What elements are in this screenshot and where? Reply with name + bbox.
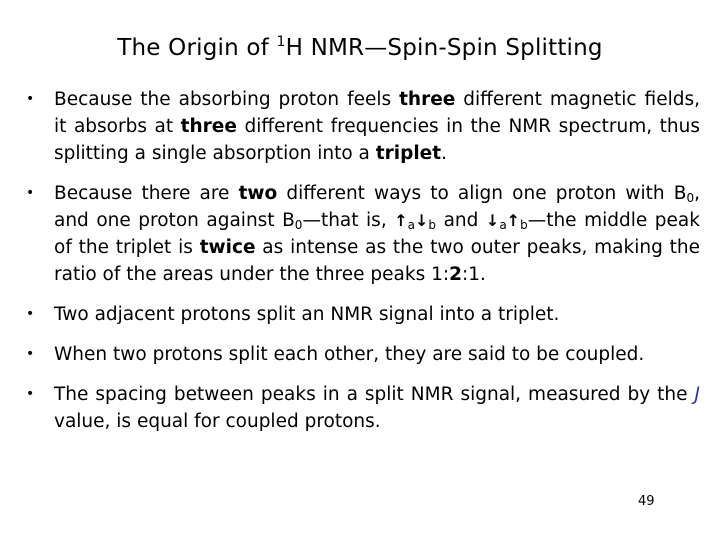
bullet-item-4 (24, 341, 700, 368)
bullet-text: Two adjacent protons split an NMR signal into a triplet. (54, 304, 560, 325)
down-arrow-icon: ↓ (485, 211, 500, 230)
bullet-list (24, 86, 700, 448)
bullet-marker: • (26, 346, 35, 362)
bullet-item-5 (24, 381, 700, 435)
up-arrow-icon: ↑ (506, 211, 521, 230)
bullet-text: When two protons split each other, they are said to be coupled. (54, 344, 645, 365)
bullet-marker: • (26, 386, 35, 402)
page-number: 49 (638, 494, 655, 509)
bullet-text: The spacing between peaks in a split NMR signal, measured by the J value, is equal for coupled protons. (54, 384, 700, 432)
up-arrow-icon: ↑ (394, 211, 408, 230)
bullet-marker: • (26, 185, 35, 201)
slide-title: The Origin of $^1$H NMR—Spin-Spin Splitting (117, 34, 603, 61)
bullet-marker: • (26, 306, 35, 322)
j-value-label: J (694, 384, 700, 405)
bullet-item-1 (24, 86, 700, 167)
bullet-item-2 (24, 180, 700, 288)
down-arrow-icon: ↓ (415, 211, 429, 230)
bullet-text: Because the absorbing proton feels three different magnetic fields, it absorbs at three different frequencies in the NMR spectrum, thus splitting a single absorption into a triplet. (54, 89, 700, 164)
bullet-marker: • (26, 91, 35, 107)
bullet-text: Because there are two different ways to align one proton with $B_0$, and one proton against $B_0—that$ is, $↑_a↓_b$ and $↓_a↑_b—the$ middle peak of the triplet is twice as intense as the two outer peaks, making the ratio of the areas under the three peaks 1:2:1. (54, 183, 700, 285)
bullet-item-3 (24, 301, 700, 328)
